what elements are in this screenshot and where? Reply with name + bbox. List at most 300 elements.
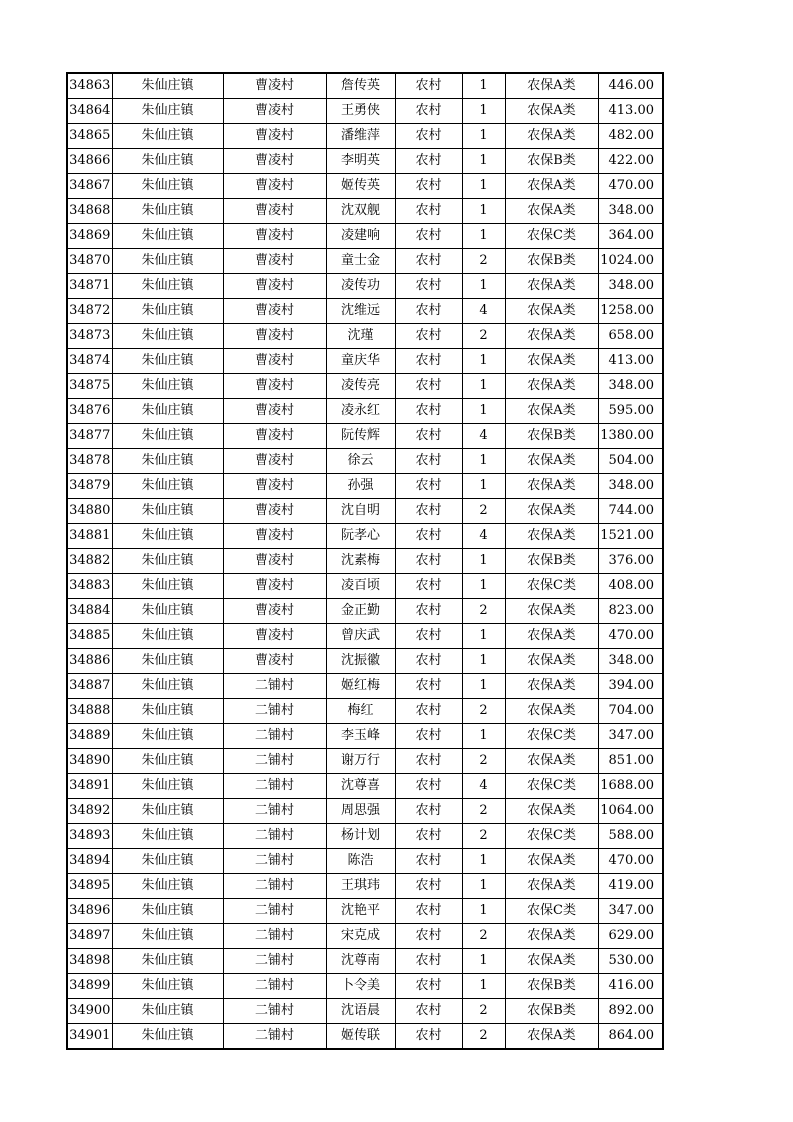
cell-town: 朱仙庄镇 [112,299,223,324]
cell-name: 孙强 [326,474,395,499]
cell-amount: 1258.00 [598,299,663,324]
cell-village: 二铺村 [223,899,326,924]
table-row [67,99,663,124]
cell-row-id: 34879 [67,474,112,499]
cell-name: 谢万行 [326,749,395,774]
cell-insurance-category: 农保A类 [505,299,598,324]
cell-household-count: 1 [462,199,505,224]
cell-insurance-category: 农保B类 [505,999,598,1024]
cell-insurance-category: 农保A类 [505,174,598,199]
cell-amount: 413.00 [598,349,663,374]
cell-amount: 347.00 [598,899,663,924]
cell-village: 曹凌村 [223,149,326,174]
cell-town: 朱仙庄镇 [112,73,223,99]
cell-town: 朱仙庄镇 [112,474,223,499]
table-row [67,374,663,399]
cell-town: 朱仙庄镇 [112,724,223,749]
table-row [67,949,663,974]
table-row [67,974,663,999]
cell-amount: 376.00 [598,549,663,574]
cell-name: 宋克成 [326,924,395,949]
cell-area-type: 农村 [395,199,462,224]
cell-name: 曾庆武 [326,624,395,649]
cell-amount: 851.00 [598,749,663,774]
table-row [67,599,663,624]
cell-name: 杨计划 [326,824,395,849]
cell-name: 沈双舰 [326,199,395,224]
cell-insurance-category: 农保A类 [505,599,598,624]
cell-town: 朱仙庄镇 [112,1024,223,1050]
cell-name: 阮传辉 [326,424,395,449]
cell-amount: 482.00 [598,124,663,149]
cell-insurance-category: 农保A类 [505,849,598,874]
cell-row-id: 34877 [67,424,112,449]
cell-amount: 470.00 [598,174,663,199]
cell-area-type: 农村 [395,174,462,199]
cell-village: 二铺村 [223,974,326,999]
cell-household-count: 1 [462,73,505,99]
cell-village: 曹凌村 [223,599,326,624]
cell-row-id: 34867 [67,174,112,199]
table-row [67,199,663,224]
cell-insurance-category: 农保A类 [505,949,598,974]
cell-amount: 348.00 [598,374,663,399]
cell-row-id: 34901 [67,1024,112,1050]
cell-amount: 422.00 [598,149,663,174]
cell-amount: 419.00 [598,874,663,899]
cell-household-count: 2 [462,699,505,724]
cell-area-type: 农村 [395,374,462,399]
cell-village: 曹凌村 [223,399,326,424]
cell-name: 阮孝心 [326,524,395,549]
cell-area-type: 农村 [395,399,462,424]
table-row [67,849,663,874]
cell-household-count: 1 [462,124,505,149]
cell-area-type: 农村 [395,749,462,774]
cell-area-type: 农村 [395,574,462,599]
cell-name: 童士金 [326,249,395,274]
cell-insurance-category: 农保B类 [505,424,598,449]
cell-amount: 446.00 [598,73,663,99]
cell-village: 曹凌村 [223,274,326,299]
cell-name: 沈语晨 [326,999,395,1024]
cell-insurance-category: 农保A类 [505,73,598,99]
cell-row-id: 34865 [67,124,112,149]
table-row [67,724,663,749]
cell-town: 朱仙庄镇 [112,174,223,199]
cell-insurance-category: 农保A类 [505,449,598,474]
table-row [67,674,663,699]
cell-town: 朱仙庄镇 [112,849,223,874]
cell-insurance-category: 农保A类 [505,799,598,824]
cell-village: 二铺村 [223,674,326,699]
cell-row-id: 34890 [67,749,112,774]
cell-village: 二铺村 [223,999,326,1024]
cell-row-id: 34878 [67,449,112,474]
cell-row-id: 34884 [67,599,112,624]
cell-town: 朱仙庄镇 [112,674,223,699]
cell-insurance-category: 农保B类 [505,549,598,574]
cell-insurance-category: 农保A类 [505,274,598,299]
cell-name: 姬传英 [326,174,395,199]
table-row [67,274,663,299]
cell-name: 沈维远 [326,299,395,324]
cell-village: 二铺村 [223,824,326,849]
table-row [67,874,663,899]
cell-row-id: 34866 [67,149,112,174]
cell-row-id: 34896 [67,899,112,924]
table-row [67,399,663,424]
cell-household-count: 1 [462,474,505,499]
cell-name: 沈尊喜 [326,774,395,799]
cell-name: 姬传联 [326,1024,395,1050]
cell-town: 朱仙庄镇 [112,574,223,599]
cell-name: 徐云 [326,449,395,474]
cell-town: 朱仙庄镇 [112,974,223,999]
cell-amount: 1024.00 [598,249,663,274]
table-row [67,324,663,349]
cell-area-type: 农村 [395,824,462,849]
cell-household-count: 2 [462,1024,505,1050]
cell-town: 朱仙庄镇 [112,824,223,849]
cell-town: 朱仙庄镇 [112,374,223,399]
cell-household-count: 1 [462,399,505,424]
table-row [67,174,663,199]
cell-area-type: 农村 [395,699,462,724]
cell-name: 陈浩 [326,849,395,874]
cell-name: 李玉峰 [326,724,395,749]
table-row [67,249,663,274]
cell-amount: 704.00 [598,699,663,724]
cell-insurance-category: 农保B类 [505,249,598,274]
cell-row-id: 34894 [67,849,112,874]
cell-insurance-category: 农保C类 [505,824,598,849]
cell-row-id: 34876 [67,399,112,424]
table-row [67,774,663,799]
cell-town: 朱仙庄镇 [112,874,223,899]
cell-village: 二铺村 [223,849,326,874]
cell-insurance-category: 农保A类 [505,874,598,899]
cell-insurance-category: 农保A类 [505,749,598,774]
table-row [67,574,663,599]
cell-household-count: 2 [462,749,505,774]
cell-town: 朱仙庄镇 [112,424,223,449]
cell-village: 曹凌村 [223,524,326,549]
cell-village: 二铺村 [223,874,326,899]
cell-row-id: 34900 [67,999,112,1024]
cell-village: 二铺村 [223,924,326,949]
table-row [67,474,663,499]
cell-amount: 364.00 [598,224,663,249]
cell-name: 卜令美 [326,974,395,999]
cell-amount: 864.00 [598,1024,663,1050]
cell-insurance-category: 农保A类 [505,624,598,649]
cell-village: 曹凌村 [223,73,326,99]
table-row [67,799,663,824]
cell-town: 朱仙庄镇 [112,249,223,274]
cell-name: 沈素梅 [326,549,395,574]
cell-amount: 416.00 [598,974,663,999]
cell-village: 曹凌村 [223,124,326,149]
cell-household-count: 1 [462,949,505,974]
cell-area-type: 农村 [395,849,462,874]
cell-household-count: 1 [462,899,505,924]
cell-area-type: 农村 [395,149,462,174]
cell-village: 二铺村 [223,724,326,749]
cell-village: 曹凌村 [223,449,326,474]
table-row [67,349,663,374]
cell-area-type: 农村 [395,524,462,549]
cell-town: 朱仙庄镇 [112,999,223,1024]
table-row [67,699,663,724]
cell-area-type: 农村 [395,99,462,124]
cell-insurance-category: 农保C类 [505,574,598,599]
cell-insurance-category: 农保A类 [505,524,598,549]
cell-amount: 348.00 [598,274,663,299]
cell-row-id: 34868 [67,199,112,224]
cell-row-id: 34875 [67,374,112,399]
cell-amount: 470.00 [598,849,663,874]
table-row [67,449,663,474]
cell-name: 王琪玮 [326,874,395,899]
records-table [66,72,664,1050]
cell-amount: 504.00 [598,449,663,474]
cell-amount: 629.00 [598,924,663,949]
cell-town: 朱仙庄镇 [112,199,223,224]
cell-village: 曹凌村 [223,649,326,674]
cell-row-id: 34897 [67,924,112,949]
cell-village: 二铺村 [223,699,326,724]
cell-amount: 1380.00 [598,424,663,449]
cell-amount: 1064.00 [598,799,663,824]
cell-village: 曹凌村 [223,499,326,524]
cell-area-type: 农村 [395,124,462,149]
cell-name: 凌传亮 [326,374,395,399]
cell-household-count: 1 [462,724,505,749]
cell-name: 童庆华 [326,349,395,374]
cell-name: 金正勤 [326,599,395,624]
cell-area-type: 农村 [395,274,462,299]
cell-name: 潘维萍 [326,124,395,149]
cell-area-type: 农村 [395,424,462,449]
cell-name: 沈振徽 [326,649,395,674]
cell-row-id: 34892 [67,799,112,824]
table-row [67,424,663,449]
cell-household-count: 2 [462,249,505,274]
cell-household-count: 4 [462,424,505,449]
cell-village: 曹凌村 [223,99,326,124]
cell-insurance-category: 农保A类 [505,374,598,399]
cell-name: 沈瑾 [326,324,395,349]
cell-village: 二铺村 [223,799,326,824]
cell-name: 李明英 [326,149,395,174]
cell-area-type: 农村 [395,874,462,899]
cell-amount: 408.00 [598,574,663,599]
cell-village: 曹凌村 [223,349,326,374]
cell-area-type: 农村 [395,324,462,349]
cell-area-type: 农村 [395,799,462,824]
cell-village: 曹凌村 [223,474,326,499]
cell-household-count: 2 [462,999,505,1024]
cell-household-count: 1 [462,549,505,574]
cell-insurance-category: 农保A类 [505,99,598,124]
table-row [67,899,663,924]
cell-amount: 348.00 [598,649,663,674]
cell-insurance-category: 农保A类 [505,349,598,374]
cell-insurance-category: 农保A类 [505,649,598,674]
cell-amount: 823.00 [598,599,663,624]
cell-village: 曹凌村 [223,299,326,324]
table-row [67,924,663,949]
cell-insurance-category: 农保B类 [505,974,598,999]
cell-insurance-category: 农保A类 [505,924,598,949]
table-body [67,73,663,1049]
cell-household-count: 1 [462,99,505,124]
cell-area-type: 农村 [395,774,462,799]
cell-name: 周思强 [326,799,395,824]
table-row [67,824,663,849]
cell-village: 曹凌村 [223,624,326,649]
cell-name: 沈艳平 [326,899,395,924]
cell-village: 二铺村 [223,749,326,774]
cell-row-id: 34880 [67,499,112,524]
cell-insurance-category: 农保C类 [505,224,598,249]
cell-amount: 1688.00 [598,774,663,799]
cell-town: 朱仙庄镇 [112,699,223,724]
cell-town: 朱仙庄镇 [112,224,223,249]
cell-area-type: 农村 [395,624,462,649]
cell-row-id: 34895 [67,874,112,899]
cell-village: 曹凌村 [223,224,326,249]
cell-household-count: 4 [462,524,505,549]
cell-town: 朱仙庄镇 [112,949,223,974]
cell-household-count: 1 [462,274,505,299]
cell-household-count: 1 [462,149,505,174]
cell-insurance-category: 农保A类 [505,674,598,699]
cell-area-type: 农村 [395,949,462,974]
cell-area-type: 农村 [395,1024,462,1050]
cell-row-id: 34882 [67,549,112,574]
cell-area-type: 农村 [395,599,462,624]
cell-name: 凌建响 [326,224,395,249]
cell-village: 曹凌村 [223,199,326,224]
cell-insurance-category: 农保A类 [505,474,598,499]
cell-village: 曹凌村 [223,174,326,199]
cell-town: 朱仙庄镇 [112,549,223,574]
cell-household-count: 1 [462,849,505,874]
cell-row-id: 34889 [67,724,112,749]
cell-name: 姬红梅 [326,674,395,699]
cell-area-type: 农村 [395,224,462,249]
table-row [67,624,663,649]
cell-area-type: 农村 [395,649,462,674]
table-row [67,1024,663,1050]
cell-household-count: 2 [462,799,505,824]
cell-insurance-category: 农保C类 [505,899,598,924]
cell-name: 梅红 [326,699,395,724]
cell-row-id: 34898 [67,949,112,974]
cell-village: 曹凌村 [223,574,326,599]
cell-household-count: 2 [462,324,505,349]
cell-village: 二铺村 [223,949,326,974]
cell-insurance-category: 农保A类 [505,499,598,524]
table-row [67,549,663,574]
cell-town: 朱仙庄镇 [112,624,223,649]
cell-village: 曹凌村 [223,249,326,274]
cell-household-count: 2 [462,499,505,524]
table-row [67,999,663,1024]
cell-town: 朱仙庄镇 [112,274,223,299]
cell-town: 朱仙庄镇 [112,649,223,674]
cell-village: 二铺村 [223,774,326,799]
cell-town: 朱仙庄镇 [112,124,223,149]
cell-area-type: 农村 [395,499,462,524]
cell-town: 朱仙庄镇 [112,799,223,824]
cell-row-id: 34886 [67,649,112,674]
cell-town: 朱仙庄镇 [112,524,223,549]
cell-row-id: 34874 [67,349,112,374]
cell-insurance-category: 农保A类 [505,399,598,424]
cell-amount: 348.00 [598,474,663,499]
cell-area-type: 农村 [395,899,462,924]
cell-row-id: 34873 [67,324,112,349]
cell-household-count: 2 [462,599,505,624]
cell-town: 朱仙庄镇 [112,149,223,174]
cell-area-type: 农村 [395,299,462,324]
cell-name: 沈自明 [326,499,395,524]
cell-town: 朱仙庄镇 [112,749,223,774]
cell-amount: 595.00 [598,399,663,424]
table-row [67,499,663,524]
cell-town: 朱仙庄镇 [112,499,223,524]
cell-amount: 588.00 [598,824,663,849]
cell-village: 曹凌村 [223,424,326,449]
cell-row-id: 34888 [67,699,112,724]
cell-town: 朱仙庄镇 [112,449,223,474]
cell-row-id: 34881 [67,524,112,549]
cell-area-type: 农村 [395,474,462,499]
cell-insurance-category: 农保A类 [505,1024,598,1050]
cell-town: 朱仙庄镇 [112,774,223,799]
cell-household-count: 1 [462,349,505,374]
cell-town: 朱仙庄镇 [112,324,223,349]
cell-row-id: 34891 [67,774,112,799]
cell-insurance-category: 农保A类 [505,324,598,349]
cell-household-count: 1 [462,624,505,649]
cell-town: 朱仙庄镇 [112,99,223,124]
cell-village: 曹凌村 [223,549,326,574]
cell-household-count: 2 [462,824,505,849]
cell-name: 凌百顷 [326,574,395,599]
cell-area-type: 农村 [395,549,462,574]
cell-row-id: 34871 [67,274,112,299]
table-row [67,749,663,774]
cell-area-type: 农村 [395,349,462,374]
cell-household-count: 4 [462,299,505,324]
cell-area-type: 农村 [395,974,462,999]
cell-row-id: 34869 [67,224,112,249]
cell-village: 二铺村 [223,1024,326,1050]
cell-row-id: 34885 [67,624,112,649]
cell-area-type: 农村 [395,249,462,274]
cell-row-id: 34887 [67,674,112,699]
cell-insurance-category: 农保A类 [505,124,598,149]
cell-household-count: 1 [462,174,505,199]
table-row [67,299,663,324]
cell-name: 王勇侠 [326,99,395,124]
cell-area-type: 农村 [395,724,462,749]
cell-household-count: 1 [462,574,505,599]
